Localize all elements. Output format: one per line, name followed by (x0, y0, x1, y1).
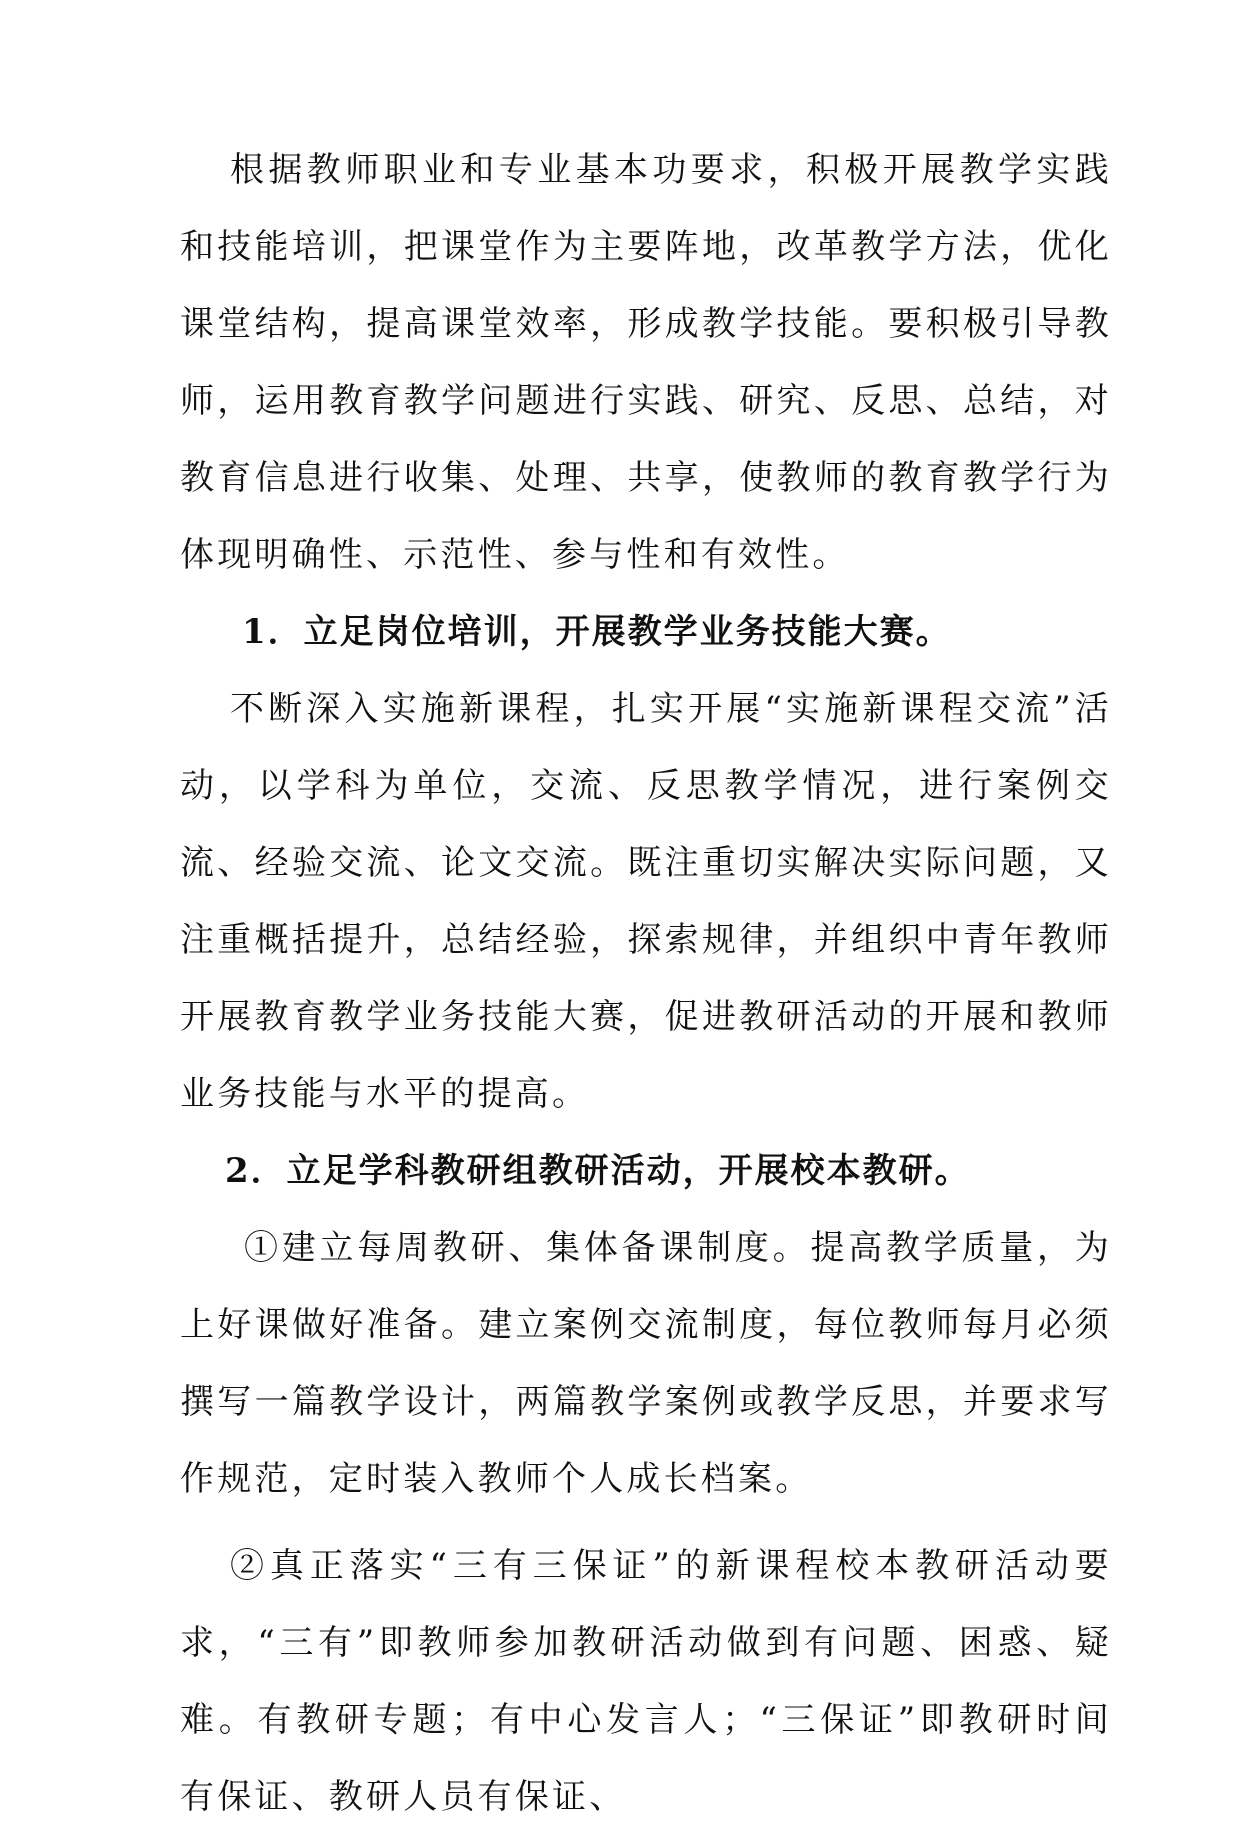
section-2-item-1: ①建立每周教研、集体备课制度。提高教学质量，为上好课做好准备。建立案例交流制度，每位教师每月必须撰写一篇教学设计，两篇教学案例或教学反思，并要求写作规范，定时装入教师个人成长档案。 (180, 1228, 1112, 1499)
section-2-heading: 2．立足学科教研组教研活动，开展校本教研。 (225, 1151, 971, 1191)
section-1-heading: 1．立足岗位培训，开展教学业务技能大赛。 (242, 612, 952, 652)
document-body (180, 132, 1112, 1836)
intro-paragraph: 根据教师职业和专业基本功要求，积极开展教学实践和技能培训，把课堂作为主要阵地，改革教学方法，优化课堂结构，提高课堂效率，形成教学技能。要积极引导教师，运用教育教学问题进行实践、研究、反思、总结，对教育信息进行收集、处理、共享，使教师的教育教学行为体现明确性、示范性、参与性和有效性。 (180, 150, 1112, 575)
section-1-paragraph: 不断深入实施新课程，扎实开展“实施新课程交流”活动，以学科为单位，交流、反思教学情况，进行案例交流、经验交流、论文交流。既注重切实解决实际问题，又注重概括提升，总结经验，探索规律，并组织中青年教师开展教育教学业务技能大赛，促进教研活动的开展和教师业务技能与水平的提高。 (180, 689, 1112, 1114)
section-2-item-2: ②真正落实“三有三保证”的新课程校本教研活动要求，“三有”即教师参加教研活动做到有问题、困惑、疑难。有教研专题；有中心发言人；“三保证”即教研时间有保证、教研人员有保证、 (180, 1546, 1112, 1817)
